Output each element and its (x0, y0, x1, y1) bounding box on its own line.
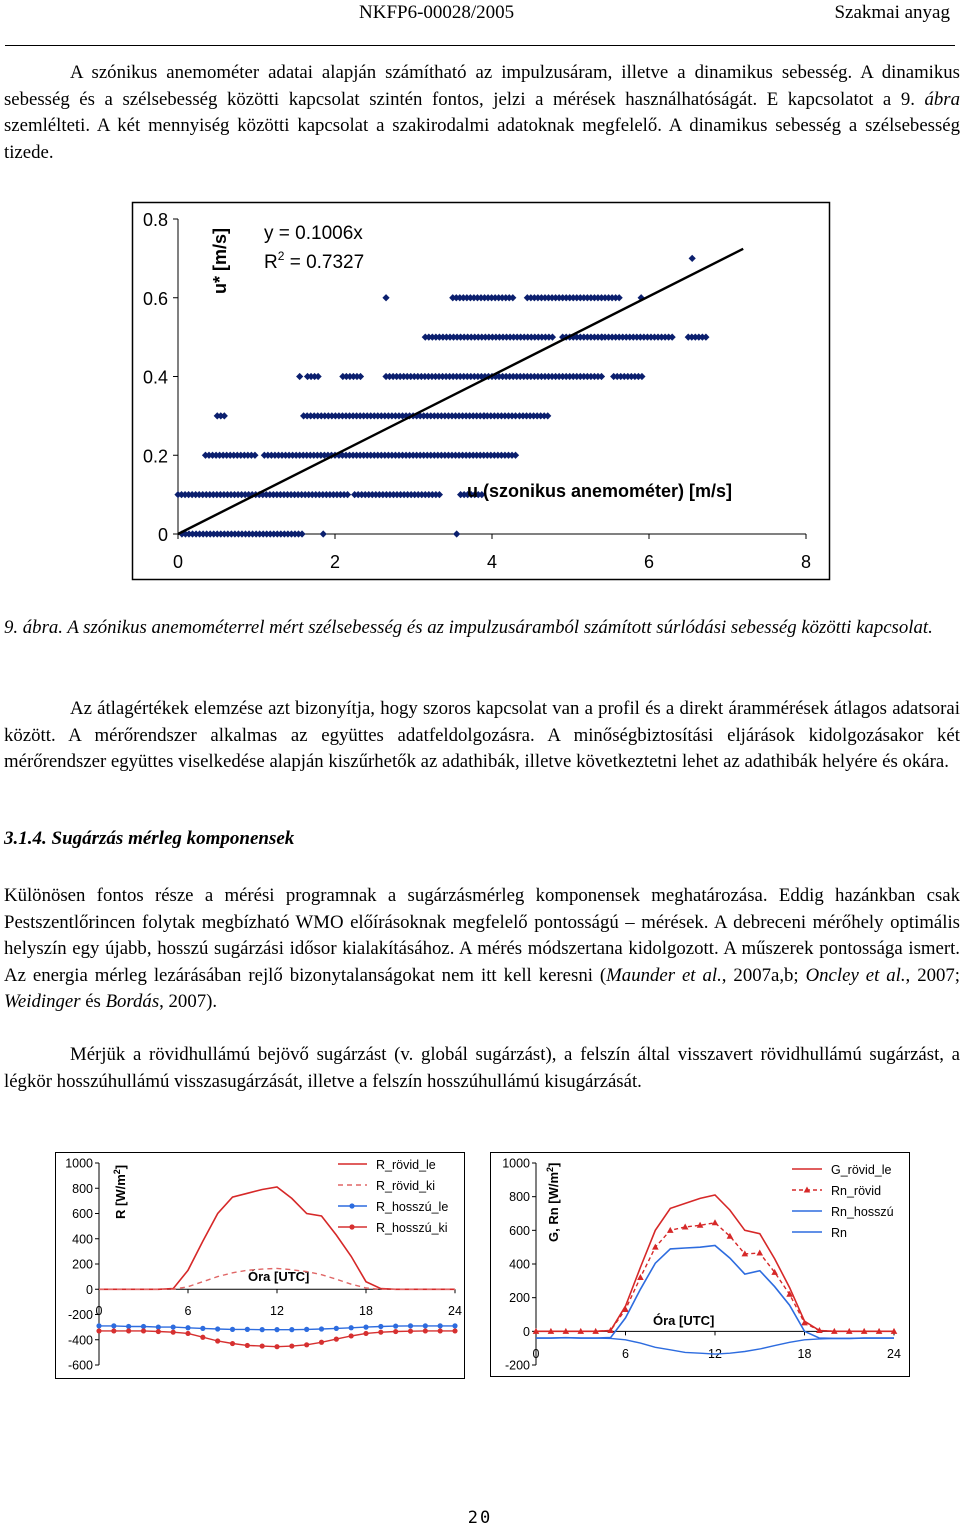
series-marker-R_hosszú_ki (423, 1328, 428, 1333)
scatter-x-axis-label: u (szonikus anemométer) [m/s] (467, 481, 733, 501)
series-marker-R_hosszú_le (260, 1327, 265, 1332)
radiation-y-tick-label: 600 (72, 1207, 93, 1221)
header-rule (5, 45, 955, 46)
series-marker-R_hosszú_ki (260, 1343, 265, 1348)
net-radiation-x-tick-label: 18 (797, 1347, 812, 1361)
scatter-chart (132, 202, 830, 580)
radiation-y-tick-label: 800 (72, 1181, 93, 1196)
series-marker-R_hosszú_ki (452, 1328, 457, 1333)
legend-marker-R_hosszú_ki (349, 1224, 354, 1229)
citation-sep-4: , 2007). (159, 991, 218, 1013)
series-marker-R_hosszú_le (304, 1327, 309, 1332)
series-marker-R_hosszú_le (289, 1327, 294, 1332)
series-marker-R_hosszú_ki (96, 1328, 101, 1333)
radiation-y-axis-label: R $[W/m^2]$ (112, 1164, 128, 1219)
legend-label-R_hosszú_le: R_hosszú_le (376, 1200, 449, 1214)
series-marker-R_hosszú_le (393, 1324, 398, 1329)
series-marker-R_hosszú_ki (156, 1329, 161, 1334)
header-project-code: NKFP6-00028/2005 (359, 2, 515, 23)
series-marker-R_hosszú_ki (230, 1341, 235, 1346)
radiation-y-tick-label: 200 (72, 1257, 93, 1272)
radiation-y-tick-label: 0 (86, 1282, 93, 1297)
series-marker-R_hosszú_le (363, 1325, 368, 1330)
scatter-x-tick-label: 8 (800, 552, 812, 572)
series-marker-R_hosszú_ki (393, 1329, 398, 1334)
radiation-components-chart (55, 1152, 465, 1379)
net-radiation-y-tick-label: 200 (509, 1291, 530, 1306)
intro-text-end: szemlélteti. A két mennyiség közötti kapcsolat a szakirodalmi adatoknak megfelelő. A dinamikus sebesség a szélsebesség tizede. (4, 115, 960, 163)
radiation-text-1: Különösen fontos része a mérési programnak a sugárzásmérleg komponensek meghatározása. Eddig hazánkban csak Pestszentlőrincen folytak megbízható WMO előírásoknak megfelelő pontosságú – mérések. A debreceni mérőhely optimális helyszín egy újabb, hosszú sugárzási idősor kialakításához. A mérés módszertana kidolgozott. A műszerek pontossága ismert. Az energia mérleg lezárásában rejlő bizonytalanságokat nem itt kell keresni ( (4, 885, 960, 986)
radiation-y-tick-label: 1000 (65, 1156, 93, 1171)
radiation-x-tick-label: 12 (270, 1304, 284, 1318)
radiation-x-tick-label: 0 (95, 1304, 103, 1318)
series-marker-R_hosszú_le (171, 1325, 176, 1330)
net-radiation-y-axis-label: G, Rn $[W/m^2]$ (545, 1162, 561, 1242)
net-radiation-x-tick-label: 12 (708, 1347, 722, 1361)
net-radiation-x-tick-label: 0 (532, 1347, 540, 1361)
legend-label-R_rövid_le: R_rövid_le (376, 1158, 436, 1172)
series-marker-R_hosszú_ki (289, 1343, 294, 1348)
series-marker-R_hosszú_le (96, 1323, 101, 1328)
scatter-y-tick-label: 0.4 (142, 367, 168, 388)
citation-weidinger: Weidinger (4, 991, 81, 1013)
citation-maunder: Maunder et al. (606, 964, 722, 986)
series-marker-R_hosszú_le (230, 1327, 235, 1332)
series-marker-R_hosszú_le (200, 1326, 205, 1331)
scatter-y-tick-label: 0.8 (142, 210, 168, 230)
series-marker-R_hosszú_ki (200, 1335, 205, 1340)
page-number: 20 (467, 1508, 493, 1528)
series-marker-R_hosszú_ki (304, 1342, 309, 1347)
series-marker-R_hosszú_ki (171, 1330, 176, 1335)
radiation-y-tick-label: -400 (67, 1333, 93, 1348)
series-marker-R_hosszú_ki (334, 1337, 339, 1342)
net-radiation-x-axis-label: Óra [UTC] (653, 1313, 715, 1328)
radiation-y-tick-label: 400 (72, 1232, 93, 1247)
legend-label-Rn_hosszú: Rn_hosszú (831, 1205, 894, 1219)
series-marker-R_hosszú_le (334, 1326, 339, 1331)
radiation-y-tick-label: -200 (67, 1308, 93, 1322)
net-radiation-y-tick-label: -200 (504, 1358, 530, 1373)
series-marker-R_hosszú_le (245, 1327, 250, 1332)
radiation-y-tick-label: -600 (67, 1358, 93, 1373)
series-marker-R_hosszú_le (185, 1325, 190, 1330)
series-marker-R_hosszú_le (215, 1326, 220, 1331)
citation-sep-2: , 2007; (905, 964, 960, 986)
intro-paragraph (4, 60, 960, 166)
citation-sep-3: és (80, 991, 106, 1013)
net-radiation-chart (490, 1152, 910, 1377)
net-radiation-x-tick-label: 6 (622, 1347, 629, 1361)
series-marker-R_hosszú_ki (274, 1344, 279, 1349)
scatter-y-tick-label: 0 (157, 525, 168, 545)
series-marker-R_hosszú_le (408, 1323, 413, 1328)
citation-bordas: Bordás (105, 991, 160, 1013)
legend-label-R_rövid_ki: R_rövid_ki (376, 1179, 436, 1193)
legend-label-R_hosszú_ki: R_hosszú_ki (376, 1221, 448, 1235)
series-marker-R_hosszú_ki (363, 1331, 368, 1336)
series-marker-R_hosszú_ki (185, 1331, 190, 1336)
series-marker-R_hosszú_ki (349, 1333, 354, 1338)
series-marker-R_hosszú_le (319, 1326, 324, 1331)
scatter-y-axis-label: u* [m/s] (210, 227, 230, 294)
figure-caption: 9. ábra. A szónikus anemométerrel mért szélsebesség és az impulzusáramból számított súrlódási sebesség közötti kapcsolat. (4, 617, 933, 638)
scatter-x-tick-label: 0 (172, 552, 184, 572)
legend-label-Rn_rövid: Rn_rövid (831, 1184, 882, 1198)
intro-text-start: A szónikus anemométer adatai alapján számítható az impulzusáram, illetve a dinamikus sebesség. A dinamikus sebesség és a szélsebesség közötti kapcsolat szintén fontos, jelzi a mérések használhatóságát. E kapcsolatot a 9. (4, 62, 960, 110)
series-marker-R_hosszú_ki (438, 1328, 443, 1333)
series-marker-R_hosszú_ki (141, 1328, 146, 1333)
scatter-x-tick-label: 2 (329, 552, 341, 572)
citation-sep-1: , 2007a,b; (721, 964, 806, 986)
series-marker-R_hosszú_ki (245, 1343, 250, 1348)
figure-reference: ábra (924, 88, 960, 110)
series-marker-R_hosszú_le (349, 1325, 354, 1330)
analysis-paragraph (4, 696, 960, 776)
series-marker-R_hosszú_le (423, 1323, 428, 1328)
radiation-x-axis-label: Óra [UTC] (248, 1269, 310, 1284)
scatter-x-tick-label: 6 (643, 552, 655, 572)
legend-label-Rn: Rn (831, 1226, 847, 1240)
trendline-r-squared: $R^2 = 0.7327$ (264, 249, 365, 273)
net-radiation-y-tick-label: 600 (509, 1223, 530, 1238)
net-radiation-y-tick-label: 1000 (502, 1156, 530, 1171)
series-marker-R_hosszú_ki (378, 1330, 383, 1335)
scatter-x-tick-label: 4 (486, 552, 498, 572)
radiation-x-tick-label: 6 (184, 1304, 192, 1318)
series-marker-R_hosszú_le (438, 1323, 443, 1328)
analysis-text: Az átlagértékek elemzése azt bizonyítja, hogy szoros kapcsolat van a profil és a direkt árammérések átlagos adatsorai között. A mérőrendszer alkalmas az együttes adatfeldolgozásra. A minőségbiztosítási eljárások kidolgozásakor két mérőrendszer együttes viselkedése alapján kiszűrhetők az adathibák, illetve következtetni lehet az adathibák helyére és okára. (4, 698, 960, 773)
legend-label-G_rövid_le: G_rövid_le (831, 1163, 892, 1177)
measurement-paragraph (4, 1042, 960, 1095)
header-document-type: Szakmai anyag (834, 2, 950, 23)
series-marker-R_hosszú_ki (111, 1328, 116, 1333)
radiation-x-tick-label: 24 (448, 1304, 462, 1318)
measurement-text: Mérjük a rövidhullámú bejövő sugárzást (v. globál sugárzást), a felszín által visszavert rövidhullámú sugárzást, a légkör hosszúhullámú visszasugárzását, illetve a felszín hosszúhullámú kisugárzását. (4, 1044, 960, 1092)
radiation-x-tick-label: 18 (359, 1304, 373, 1318)
series-marker-R_hosszú_le (111, 1323, 116, 1328)
section-title: 3.1.4. Sugárzás mérleg komponensek (4, 828, 295, 849)
series-marker-R_hosszú_ki (408, 1329, 413, 1334)
series-marker-R_hosszú_ki (215, 1338, 220, 1343)
series-marker-R_hosszú_ki (319, 1340, 324, 1345)
scatter-y-tick-label: 0.6 (142, 288, 168, 309)
legend-marker-R_hosszú_le (349, 1203, 354, 1208)
trendline-equation: y = 0.1006x (264, 223, 363, 244)
radiation-paragraph (4, 883, 960, 1016)
series-marker-R_hosszú_ki (126, 1328, 131, 1333)
net-radiation-x-tick-label: 24 (887, 1347, 901, 1361)
series-marker-R_hosszú_le (378, 1324, 383, 1329)
scatter-y-tick-label: 0.2 (142, 446, 168, 467)
net-radiation-y-tick-label: 400 (509, 1257, 530, 1272)
series-marker-R_hosszú_le (274, 1327, 279, 1332)
series-marker-R_hosszú_le (452, 1323, 457, 1328)
net-radiation-y-tick-label: 0 (523, 1324, 530, 1339)
citation-oncley: Oncley et al. (805, 964, 906, 986)
net-radiation-y-tick-label: 800 (509, 1190, 530, 1205)
